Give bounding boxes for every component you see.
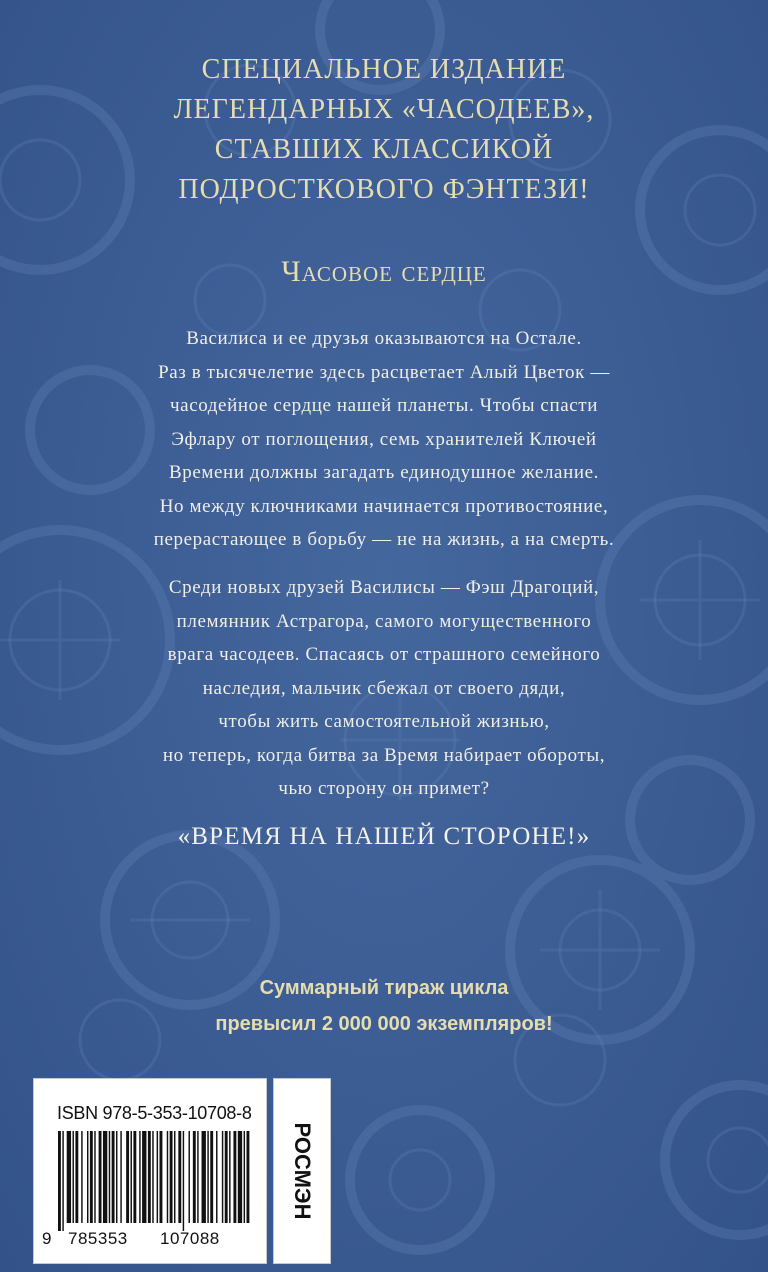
headline-line: ПОДРОСТКОВОГО ФЭНТЕЗИ! [178,174,590,205]
publisher-logo: РОСМЭН [290,1122,315,1220]
description-paragraph-2 [0,571,768,806]
description-line: Но между ключниками начинается противостояние, [159,495,609,517]
circulation-line: Суммарный тираж цикла [259,977,509,999]
barcode-label [33,1078,267,1264]
barcode-icon [54,1131,254,1231]
circulation-line: превысил 2 000 000 экземпляров! [215,1013,553,1035]
description-line: Времени должны загадать единодушное желание. [168,462,599,483]
barcode-digit-first: 9 [42,1229,52,1248]
barcode-digits-right: 107088 [160,1229,220,1248]
description-line: племянник Астрагора, самого могущественного [176,610,592,632]
barcode-digits-left: 785353 [68,1229,128,1248]
headline [0,50,768,210]
description-paragraph-1 [0,322,768,557]
circulation-note [0,970,768,1042]
description-line: Среди новых друзей Василисы — Фэш Драгоций, [168,577,600,598]
headline-line: СПЕЦИАЛЬНОЕ ИЗДАНИЕ [201,54,567,85]
description-line: наследия, мальчик сбежал от своего дяди, [202,677,566,699]
headline-line: ЛЕГЕНДАРНЫХ «ЧАСОДЕЕВ», [173,94,595,125]
publisher-label [273,1078,331,1264]
description-line: часодейное сердце нашей планеты. Чтобы спасти [170,395,598,416]
slogan: «ВРЕМЯ НА НАШЕЙ СТОРОНЕ!» [177,823,591,850]
description-line: Эфлару от поглощения, семь хранителей Ключей [171,428,597,450]
description-line: чью сторону он примет? [278,778,490,799]
description-line: врага часодеев. Спасаясь от страшного семейного [167,644,601,665]
isbn-text: ISBN 978-5-353-10708-8 [57,1103,252,1123]
description-line: перерастающее в борьбу — не на жизнь, а на смерть. [153,529,615,550]
description-line: Раз в тысячелетие здесь расцветает Алый Цветок — [158,361,610,383]
headline-line: СТАВШИХ КЛАССИКОЙ [214,134,554,165]
description-line: Василиса и ее друзья оказываются на Остале. [186,328,582,349]
description-line: чтобы жить самостоятельной жизнью, [218,711,550,732]
description-line: но теперь, когда битва за Время набирает обороты, [162,744,606,766]
book-subtitle: Часовое сердце [281,255,487,288]
